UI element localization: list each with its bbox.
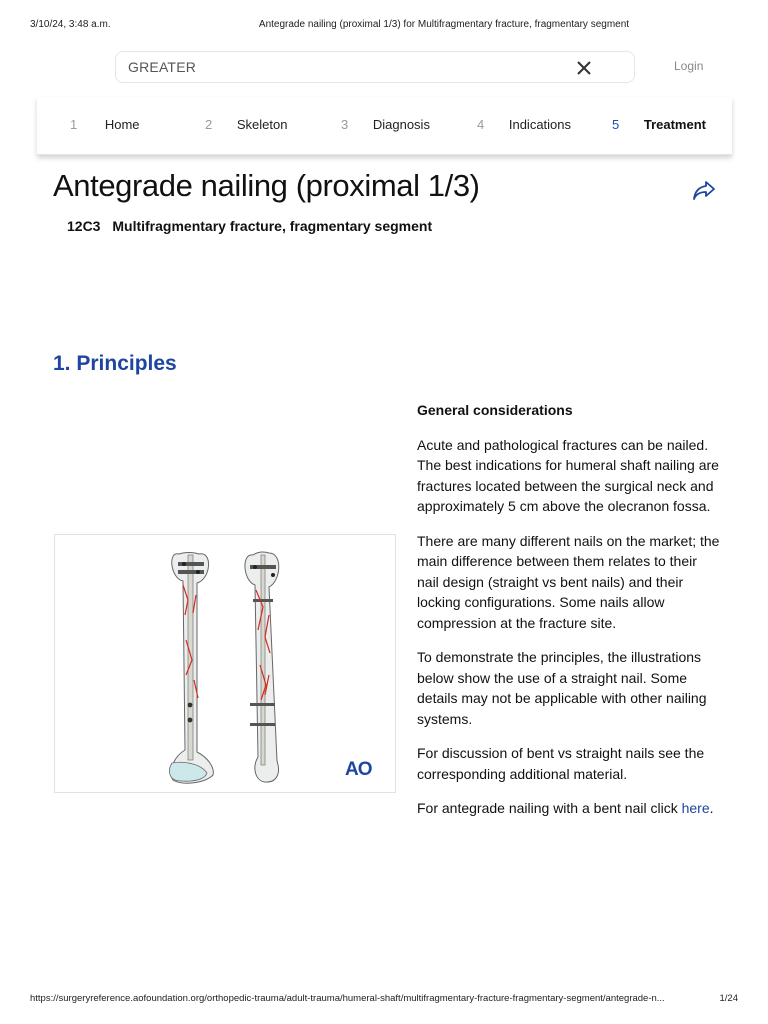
step-treatment[interactable]: [612, 117, 706, 132]
principles-illustration[interactable]: [54, 534, 396, 793]
step-label: Skeleton: [236, 117, 288, 132]
subsection-heading: General considerations: [417, 402, 573, 418]
step-number: 1: [70, 117, 78, 132]
search-input[interactable]: [115, 51, 635, 83]
section-title: 1. Principles: [53, 352, 177, 375]
paragraph: [417, 798, 722, 819]
share-icon[interactable]: [692, 179, 716, 201]
step-number: 3: [341, 117, 349, 132]
login-link[interactable]: Login: [674, 59, 704, 73]
print-page-number: 1/24: [719, 993, 738, 1004]
step-indications[interactable]: [477, 117, 571, 132]
principles-text: [417, 400, 722, 833]
breadcrumb-steps: [37, 97, 732, 155]
paragraph: To demonstrate the principles, the illustrations below show the use of a straight nail. Some details may not be applicable with other nailing systems.: [417, 649, 707, 727]
fracture-classification: [67, 218, 432, 234]
paragraph: There are many different nails on the market; the main difference between them relates to their nail design (straight vs bent nails) and their locking configurations. Some nails allow compression at the fracture site.: [417, 532, 720, 631]
print-timestamp: 3/10/24, 3:48 a.m.: [30, 19, 111, 30]
paragraph-text: For antegrade nailing with a bent nail click: [417, 800, 678, 816]
page-title: Antegrade nailing (proximal 1/3): [53, 168, 480, 203]
paragraph: Acute and pathological fractures can be nailed. The best indications for humeral shaft nailing are fractures located between the surgical neck and approximately 5 cm above the olecranon fossa.: [417, 436, 719, 514]
print-header: [30, 19, 738, 33]
classification-code: 12C3: [67, 218, 101, 234]
step-label: Indications: [508, 117, 572, 132]
step-label: Diagnosis: [372, 117, 430, 132]
step-label: Treatment: [643, 117, 706, 132]
step-home[interactable]: [70, 117, 140, 132]
bent-nail-link[interactable]: here: [681, 800, 710, 816]
classification-description: Multifragmentary fracture, fragmentary segment: [112, 218, 433, 234]
ao-logo: AO: [345, 759, 372, 780]
step-skeleton[interactable]: [205, 117, 287, 132]
humerus-nail-illustration: [55, 535, 397, 794]
print-page-title: Antegrade nailing (proximal 1/3) for Multifragmentary fracture, fragmentary segment: [258, 19, 630, 30]
paragraph: For discussion of bent vs straight nails see the corresponding additional material.: [417, 745, 705, 782]
search-value[interactable]: GREATER: [128, 59, 197, 75]
step-number: 4: [477, 117, 485, 132]
step-number: 5: [612, 117, 620, 132]
print-url: https://surgeryreference.aofoundation.org/orthopedic-trauma/adult-trauma/humeral-shaft/multifragmentary-fracture-fragmentary-segment/antegrade-n...: [30, 993, 665, 1004]
paragraph-punctuation: .: [709, 800, 714, 816]
step-label: Home: [104, 117, 140, 132]
close-icon[interactable]: [574, 58, 594, 78]
step-number: 2: [205, 117, 213, 132]
step-diagnosis[interactable]: [341, 117, 430, 132]
